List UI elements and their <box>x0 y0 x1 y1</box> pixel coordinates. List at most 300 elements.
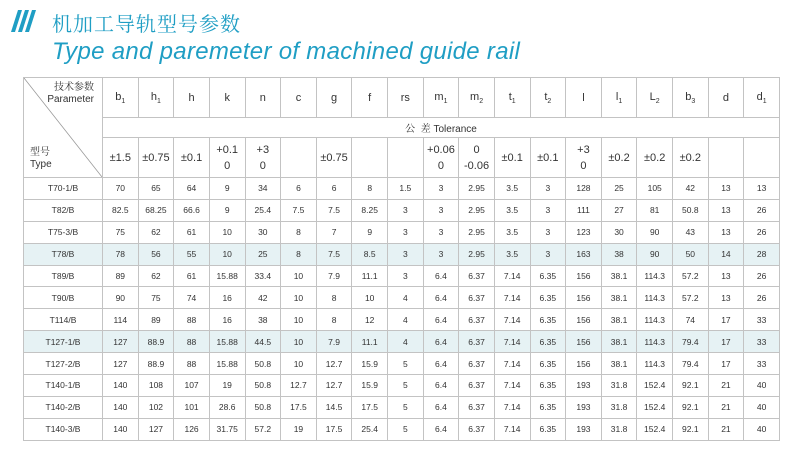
value-cell: 10 <box>281 331 317 353</box>
value-cell: 28.6 <box>209 396 245 418</box>
value-cell: 50.8 <box>245 353 281 375</box>
tolerance-value: +3 <box>577 143 590 156</box>
value-cell: 10 <box>281 265 317 287</box>
column-symbol: n <box>259 91 266 104</box>
value-cell: 3.5 <box>494 199 530 221</box>
value-cell: 5 <box>388 353 424 375</box>
column-subscript: 2 <box>479 97 484 105</box>
value-cell: 78 <box>103 243 139 265</box>
value-cell: 4 <box>388 309 424 331</box>
type-cell: T82/B <box>24 199 103 221</box>
value-cell: 6.4 <box>423 265 459 287</box>
column-header <box>530 78 566 118</box>
value-cell: 38.1 <box>601 287 637 309</box>
value-cell: 3 <box>423 221 459 243</box>
value-cell: 3 <box>530 199 566 221</box>
value-cell: 28 <box>744 243 780 265</box>
value-cell: 7 <box>316 221 352 243</box>
value-cell: 50.8 <box>245 375 281 397</box>
column-header <box>566 78 602 118</box>
value-cell: 25.4 <box>352 418 388 440</box>
value-cell: 31.8 <box>601 375 637 397</box>
value-cell: 38.1 <box>601 265 637 287</box>
column-symbol: l <box>582 91 585 104</box>
column-header <box>388 78 424 118</box>
value-cell: 3 <box>388 265 424 287</box>
value-cell: 8.25 <box>352 199 388 221</box>
value-cell: 13 <box>744 178 780 200</box>
value-cell: 10 <box>209 221 245 243</box>
value-cell: 82.5 <box>103 199 139 221</box>
tolerance-value: +3 <box>256 143 270 156</box>
value-cell: 57.2 <box>673 265 709 287</box>
column-header <box>744 78 780 118</box>
value-cell: 156 <box>566 309 602 331</box>
column-header <box>459 78 495 118</box>
table-row <box>24 221 780 243</box>
value-cell: 6.35 <box>530 375 566 397</box>
column-header <box>245 78 281 118</box>
value-cell: 15.88 <box>209 331 245 353</box>
column-subscript: 3 <box>691 97 696 105</box>
value-cell: 15.9 <box>352 353 388 375</box>
tolerance-value: ±0.75 <box>320 151 348 164</box>
value-cell: 6.37 <box>459 331 495 353</box>
page-title-en: Type and paremeter of machined guide rail <box>52 38 521 65</box>
value-cell: 65 <box>138 178 174 200</box>
column-header <box>316 78 352 118</box>
value-cell: 26 <box>744 287 780 309</box>
value-cell: 89 <box>103 265 139 287</box>
table-row <box>24 243 780 265</box>
value-cell: 13 <box>708 199 744 221</box>
value-cell: 31.75 <box>209 418 245 440</box>
value-cell: 7.5 <box>281 199 317 221</box>
value-cell: 6.37 <box>459 418 495 440</box>
tolerance-cell <box>103 138 139 178</box>
value-cell: 193 <box>566 375 602 397</box>
value-cell: 10 <box>281 353 317 375</box>
value-cell: 105 <box>637 178 673 200</box>
value-cell: 56 <box>138 243 174 265</box>
value-cell: 88 <box>174 353 210 375</box>
tolerance-cell <box>459 138 495 178</box>
value-cell: 107 <box>174 375 210 397</box>
value-cell: 75 <box>138 287 174 309</box>
value-cell: 6.4 <box>423 396 459 418</box>
value-cell: 6.35 <box>530 331 566 353</box>
value-cell: 26 <box>744 221 780 243</box>
tolerance-value: ±0.1 <box>537 151 559 164</box>
value-cell: 38.1 <box>601 353 637 375</box>
tolerance-cell <box>316 138 352 178</box>
value-cell: 7.14 <box>494 353 530 375</box>
value-cell: 3 <box>423 243 459 265</box>
column-symbol: h <box>150 90 158 103</box>
tolerance-caption-cn: 公 差 <box>405 124 431 135</box>
value-cell: 62 <box>138 265 174 287</box>
value-cell: 13 <box>708 287 744 309</box>
column-subscript: 2 <box>547 97 552 105</box>
value-cell: 2.95 <box>459 178 495 200</box>
value-cell: 44.5 <box>245 331 281 353</box>
value-cell: 156 <box>566 331 602 353</box>
type-cell: T75-3/B <box>24 221 103 243</box>
column-subscript: 1 <box>511 97 516 105</box>
value-cell: 79.4 <box>673 331 709 353</box>
value-cell: 108 <box>138 375 174 397</box>
value-cell: 1.5 <box>388 178 424 200</box>
value-cell: 10 <box>352 287 388 309</box>
tolerance-cell <box>494 138 530 178</box>
value-cell: 13 <box>708 221 744 243</box>
column-symbol: h <box>188 91 195 104</box>
value-cell: 89 <box>138 309 174 331</box>
column-header <box>708 78 744 118</box>
tolerance-cell <box>423 138 459 178</box>
value-cell: 193 <box>566 418 602 440</box>
column-header <box>601 78 637 118</box>
page-title-cn: 机加工导轨型号参数 <box>52 12 241 36</box>
value-cell: 5 <box>388 418 424 440</box>
type-cell: T70-1/B <box>24 178 103 200</box>
column-subscript: 1 <box>121 97 126 105</box>
tolerance-cell <box>209 138 245 178</box>
tolerance-value: 0 <box>224 159 231 172</box>
tolerance-cell <box>566 138 602 178</box>
value-cell: 2.95 <box>459 221 495 243</box>
value-cell: 114.3 <box>637 309 673 331</box>
value-cell: 2.95 <box>459 243 495 265</box>
value-cell: 7.14 <box>494 309 530 331</box>
value-cell: 75 <box>103 221 139 243</box>
value-cell: 3.5 <box>494 221 530 243</box>
value-cell: 40 <box>744 396 780 418</box>
value-cell: 3 <box>530 243 566 265</box>
value-cell: 15.9 <box>352 375 388 397</box>
value-cell: 114.3 <box>637 331 673 353</box>
table-row <box>24 331 780 353</box>
tolerance-cell <box>388 138 424 178</box>
value-cell: 5 <box>388 375 424 397</box>
tolerance-value: ±1.5 <box>109 151 131 164</box>
value-cell: 61 <box>174 265 210 287</box>
value-cell: 127 <box>103 331 139 353</box>
value-cell: 10 <box>209 243 245 265</box>
value-cell: 19 <box>281 418 317 440</box>
table-row <box>24 396 780 418</box>
column-header <box>281 78 317 118</box>
value-cell: 12 <box>352 309 388 331</box>
value-cell: 3 <box>530 221 566 243</box>
value-cell: 88.9 <box>138 353 174 375</box>
value-cell: 3.5 <box>494 178 530 200</box>
value-cell: 42 <box>673 178 709 200</box>
type-cell: T127-1/B <box>24 331 103 353</box>
slashes-icon <box>10 10 40 32</box>
tolerance-value: ±0.1 <box>501 151 523 164</box>
value-cell: 8 <box>281 221 317 243</box>
value-cell: 193 <box>566 396 602 418</box>
value-cell: 6.37 <box>459 309 495 331</box>
value-cell: 74 <box>673 309 709 331</box>
value-cell: 6.4 <box>423 331 459 353</box>
header-corner-cell <box>24 78 103 178</box>
value-cell: 33 <box>744 309 780 331</box>
tolerance-cell <box>601 138 637 178</box>
column-symbol: c <box>295 91 302 104</box>
value-cell: 7.5 <box>316 199 352 221</box>
tolerance-value: 0 <box>580 159 587 172</box>
value-cell: 9 <box>209 199 245 221</box>
value-cell: 10 <box>281 287 317 309</box>
value-cell: 92.1 <box>673 396 709 418</box>
column-header <box>423 78 459 118</box>
value-cell: 6.35 <box>530 265 566 287</box>
value-cell: 3 <box>423 199 459 221</box>
value-cell: 74 <box>174 287 210 309</box>
table-row <box>24 309 780 331</box>
value-cell: 92.1 <box>673 375 709 397</box>
column-symbol: L <box>649 90 656 103</box>
table-row <box>24 418 780 440</box>
column-subscript: 1 <box>157 97 161 105</box>
tolerance-value: ±0.2 <box>644 151 666 164</box>
column-header <box>103 78 139 118</box>
value-cell: 128 <box>566 178 602 200</box>
value-cell: 88.9 <box>138 331 174 353</box>
value-cell: 17.5 <box>281 396 317 418</box>
value-cell: 6.37 <box>459 265 495 287</box>
tolerance-cell <box>530 138 566 178</box>
value-cell: 156 <box>566 265 602 287</box>
value-cell: 9 <box>352 221 388 243</box>
spec-table <box>23 77 780 441</box>
value-cell: 123 <box>566 221 602 243</box>
value-cell: 17 <box>708 309 744 331</box>
tolerance-cell <box>744 138 780 178</box>
value-cell: 127 <box>138 418 174 440</box>
tolerance-cell <box>708 138 744 178</box>
value-cell: 102 <box>138 396 174 418</box>
value-cell: 17.5 <box>316 418 352 440</box>
value-cell: 7.9 <box>316 265 352 287</box>
tolerance-value: ±0.2 <box>679 151 701 164</box>
value-cell: 7.14 <box>494 396 530 418</box>
value-cell: 6.4 <box>423 309 459 331</box>
value-cell: 7.5 <box>316 243 352 265</box>
value-cell: 114.3 <box>637 353 673 375</box>
value-cell: 38.1 <box>601 309 637 331</box>
value-cell: 57.2 <box>245 418 281 440</box>
value-cell: 6.4 <box>423 375 459 397</box>
value-cell: 70 <box>103 178 139 200</box>
value-cell: 90 <box>637 243 673 265</box>
value-cell: 21 <box>708 418 744 440</box>
column-symbol: rs <box>400 91 410 104</box>
value-cell: 3.5 <box>494 243 530 265</box>
value-cell: 7.14 <box>494 418 530 440</box>
column-header <box>673 78 709 118</box>
type-label-cn: 型号 <box>30 147 50 158</box>
value-cell: 8.5 <box>352 243 388 265</box>
table-row <box>24 178 780 200</box>
value-cell: 6.37 <box>459 375 495 397</box>
tolerance-value: ±0.2 <box>608 151 630 164</box>
value-cell: 114 <box>103 309 139 331</box>
value-cell: 3 <box>388 221 424 243</box>
tolerance-cell <box>673 138 709 178</box>
value-cell: 92.1 <box>673 418 709 440</box>
value-cell: 90 <box>637 221 673 243</box>
value-cell: 12.7 <box>316 353 352 375</box>
tolerance-cell <box>138 138 174 178</box>
value-cell: 40 <box>744 375 780 397</box>
column-header <box>352 78 388 118</box>
tolerance-value: +0.1 <box>216 143 239 156</box>
value-cell: 8 <box>281 243 317 265</box>
column-subscript: 1 <box>618 97 623 105</box>
value-cell: 4 <box>388 331 424 353</box>
value-cell: 156 <box>566 287 602 309</box>
value-cell: 140 <box>103 418 139 440</box>
value-cell: 163 <box>566 243 602 265</box>
value-cell: 17.5 <box>352 396 388 418</box>
value-cell: 33 <box>744 331 780 353</box>
param-label-en: Parameter <box>47 94 94 105</box>
tolerance-value: 0 <box>259 159 266 172</box>
value-cell: 8 <box>316 287 352 309</box>
value-cell: 15.88 <box>209 353 245 375</box>
value-cell: 6.4 <box>423 353 459 375</box>
value-cell: 114.3 <box>637 287 673 309</box>
value-cell: 9 <box>209 178 245 200</box>
column-symbol: b <box>685 90 692 103</box>
value-cell: 13 <box>708 178 744 200</box>
value-cell: 21 <box>708 375 744 397</box>
value-cell: 6.35 <box>530 418 566 440</box>
value-cell: 17 <box>708 353 744 375</box>
value-cell: 55 <box>174 243 210 265</box>
value-cell: 40 <box>744 418 780 440</box>
value-cell: 14 <box>708 243 744 265</box>
tolerance-value: 0 <box>437 159 444 172</box>
value-cell: 62 <box>138 221 174 243</box>
type-cell: T90/B <box>24 287 103 309</box>
param-label <box>32 82 94 106</box>
type-label <box>30 147 52 171</box>
value-cell: 6.35 <box>530 396 566 418</box>
value-cell: 140 <box>103 396 139 418</box>
value-cell: 79.4 <box>673 353 709 375</box>
value-cell: 152.4 <box>637 418 673 440</box>
value-cell: 2.95 <box>459 199 495 221</box>
table-row <box>24 353 780 375</box>
value-cell: 90 <box>103 287 139 309</box>
value-cell: 26 <box>744 265 780 287</box>
value-cell: 6.37 <box>459 396 495 418</box>
value-cell: 31.8 <box>601 396 637 418</box>
value-cell: 7.9 <box>316 331 352 353</box>
column-symbol: m <box>470 90 480 103</box>
value-cell: 30 <box>601 221 637 243</box>
value-cell: 66.6 <box>174 199 210 221</box>
value-cell: 6 <box>316 178 352 200</box>
value-cell: 10 <box>281 309 317 331</box>
column-symbol: d <box>722 91 729 104</box>
value-cell: 26 <box>744 199 780 221</box>
type-label-en: Type <box>30 159 52 170</box>
value-cell: 50.8 <box>673 199 709 221</box>
value-cell: 3 <box>388 243 424 265</box>
value-cell: 6.37 <box>459 287 495 309</box>
tolerance-value: +0.06 <box>427 143 455 156</box>
value-cell: 8 <box>316 309 352 331</box>
value-cell: 33.4 <box>245 265 281 287</box>
table-row <box>24 199 780 221</box>
value-cell: 19 <box>209 375 245 397</box>
value-cell: 114.3 <box>637 265 673 287</box>
tolerance-cell <box>174 138 210 178</box>
value-cell: 7.14 <box>494 375 530 397</box>
value-cell: 140 <box>103 375 139 397</box>
value-cell: 31.8 <box>601 418 637 440</box>
value-cell: 81 <box>637 199 673 221</box>
column-header <box>174 78 210 118</box>
column-header <box>494 78 530 118</box>
value-cell: 3 <box>423 178 459 200</box>
value-cell: 6 <box>281 178 317 200</box>
value-cell: 126 <box>174 418 210 440</box>
value-cell: 6.35 <box>530 287 566 309</box>
value-cell: 5 <box>388 396 424 418</box>
value-cell: 21 <box>708 396 744 418</box>
value-cell: 50 <box>673 243 709 265</box>
table-row <box>24 265 780 287</box>
value-cell: 6.35 <box>530 353 566 375</box>
value-cell: 111 <box>566 199 602 221</box>
value-cell: 6.37 <box>459 353 495 375</box>
type-cell: T140-3/B <box>24 418 103 440</box>
tolerance-cell <box>245 138 281 178</box>
value-cell: 38 <box>601 243 637 265</box>
value-cell: 64 <box>174 178 210 200</box>
value-cell: 152.4 <box>637 396 673 418</box>
param-label-cn: 技术参数 <box>54 82 94 93</box>
value-cell: 17 <box>708 331 744 353</box>
value-cell: 6.4 <box>423 287 459 309</box>
value-cell: 6.4 <box>423 418 459 440</box>
value-cell: 16 <box>209 287 245 309</box>
value-cell: 3 <box>530 178 566 200</box>
type-cell: T89/B <box>24 265 103 287</box>
type-cell: T114/B <box>24 309 103 331</box>
value-cell: 33 <box>744 353 780 375</box>
tolerance-value: -0.06 <box>464 159 490 172</box>
value-cell: 152.4 <box>637 375 673 397</box>
tolerance-cell <box>637 138 673 178</box>
value-cell: 11.1 <box>352 331 388 353</box>
value-cell: 13 <box>708 265 744 287</box>
value-cell: 88 <box>174 331 210 353</box>
value-cell: 34 <box>245 178 281 200</box>
tolerance-caption-en: Tolerance <box>433 124 477 135</box>
value-cell: 25 <box>245 243 281 265</box>
tolerance-cell <box>281 138 317 178</box>
value-cell: 6.35 <box>530 309 566 331</box>
column-symbol: g <box>331 91 338 104</box>
table-row <box>24 287 780 309</box>
